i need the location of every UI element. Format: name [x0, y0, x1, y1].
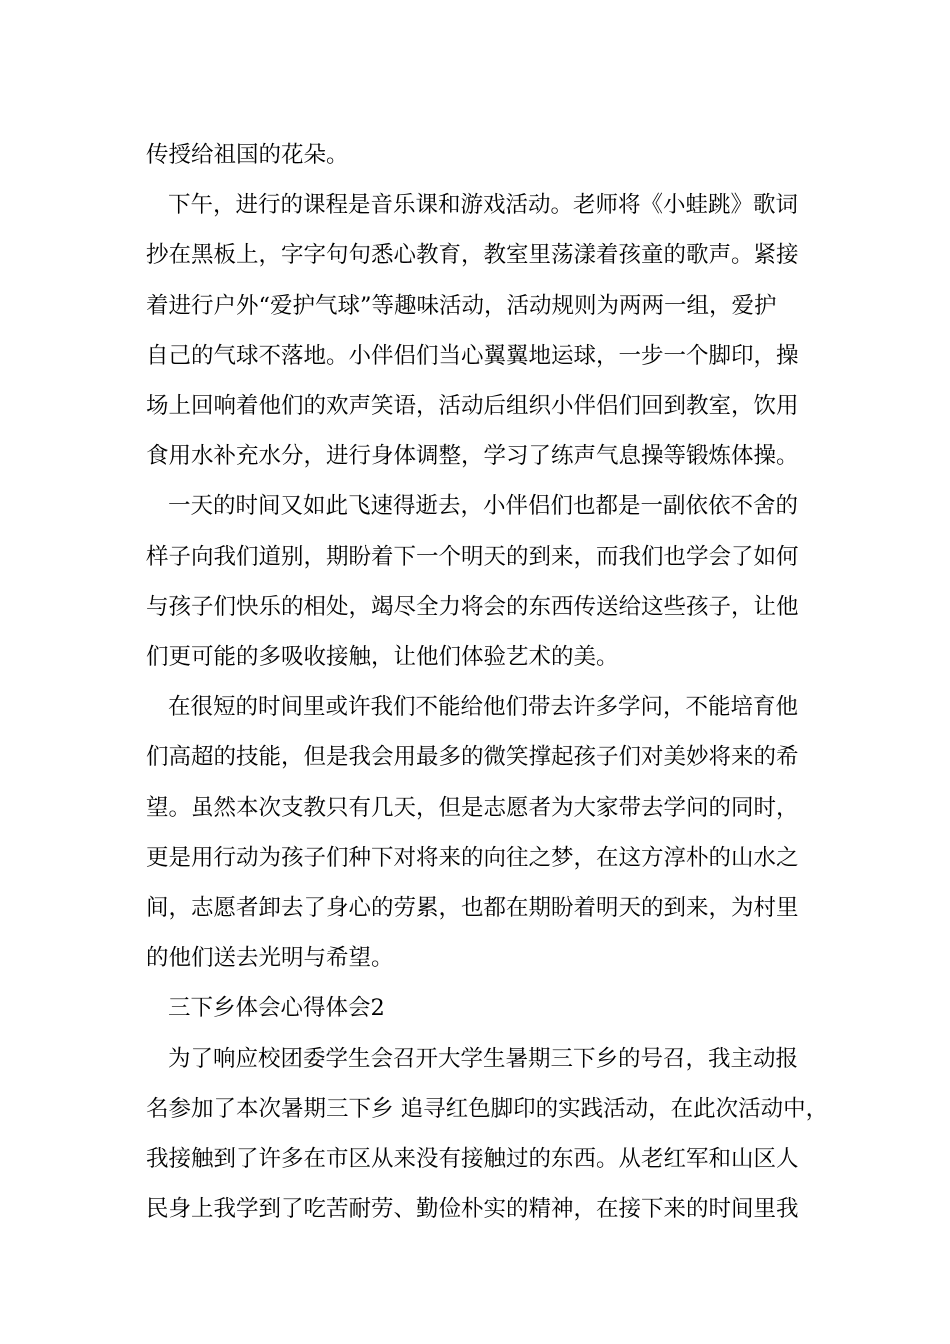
text-line: 传授给祖国的花朵。 — [146, 142, 349, 168]
text-line: 一天的时间又如此飞速得逝去，小伴侣们也都是一副依依不舍的 — [168, 493, 799, 520]
text-line: 更是用行动为孩子们种下对将来的向往之梦，在这方淳朴的山水之 — [146, 844, 799, 871]
paragraph-afternoon — [146, 180, 810, 481]
text-line: 下午，进行的课程是音乐课和游戏活动。老师将《小蛙跳》歌词 — [168, 192, 799, 219]
text-line: 我接触到了许多在市区从来没有接触过的东西。从老红军和山区人 — [146, 1146, 799, 1173]
text-line: 民身上我学到了吃苦耐劳、勤俭朴实的精神，在接下来的时间里我 — [146, 1196, 799, 1223]
text-line: 样子向我们道别，期盼着下一个明天的到来，而我们也学会了如何 — [146, 543, 799, 570]
text-line: 名参加了本次暑期三下乡 追寻红色脚印的实践活动，在此次活动中， — [146, 1095, 829, 1122]
text-line: 的他们送去光明与希望。 — [146, 945, 394, 972]
text-line: 自己的气球不落地。小伴侣们当心翼翼地运球，一步一个脚印，操 — [146, 342, 799, 369]
text-line: 着进行户外“爱护气球”等趣味活动，活动规则为两两一组，爱护 — [146, 292, 777, 319]
paragraph-respond — [146, 1034, 829, 1235]
text-line: 场上回响着他们的欢声笑语，活动后组织小伴侣们回到教室，饮用 — [146, 393, 799, 420]
section-heading — [146, 983, 810, 1033]
paragraph-day-passes — [146, 481, 810, 682]
text-line: 食用水补充水分，进行身体调整，学习了练声气息操等锻炼体操。 — [146, 443, 799, 470]
text-line: 为了响应校团委学生会召开大学生暑期三下乡的号召，我主动报 — [168, 1045, 799, 1072]
paragraph-short-time — [146, 682, 810, 983]
text-line: 抄在黑板上，字字句句悉心教育，教室里荡漾着孩童的歌声。紧接 — [146, 242, 799, 269]
text-line: 与孩子们快乐的相处，竭尽全力将会的东西传送给这些孩子，让他 — [146, 593, 799, 620]
text-line: 们高超的技能，但是我会用最多的微笑撑起孩子们对美妙将来的希 — [146, 744, 799, 771]
document-body — [146, 130, 829, 1234]
text-line: 在很短的时间里或许我们不能给他们带去许多学问，不能培育他 — [168, 694, 799, 721]
text-line: 望。虽然本次支教只有几天，但是志愿者为大家带去学问的同时， — [146, 794, 799, 821]
paragraph-continuation — [146, 130, 810, 180]
heading-text: 三下乡体会心得体会2 — [168, 995, 385, 1022]
text-line: 间，志愿者卸去了身心的劳累，也都在期盼着明天的到来，为村里 — [146, 895, 799, 922]
text-line: 们更可能的多吸收接触，让他们体验艺术的美。 — [146, 644, 619, 671]
